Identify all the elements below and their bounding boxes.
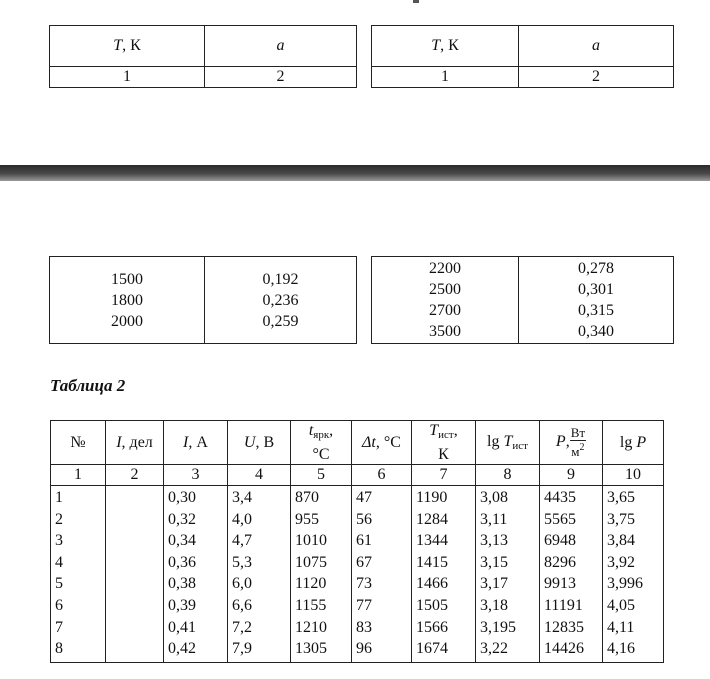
- header-temperature: T, К: [372, 26, 519, 67]
- column-number: 2: [106, 465, 164, 486]
- col-temperature-correction: [352, 486, 412, 663]
- col-true-temperature: [412, 486, 476, 663]
- table-cell-value: 12835: [544, 618, 584, 636]
- header-absorptance: a: [205, 26, 357, 67]
- table-cell-value: 4,7: [232, 532, 252, 550]
- absorptance-values: 0,192 0,236 0,259: [205, 257, 357, 344]
- table-cell-value: 7: [55, 618, 63, 636]
- column-number: 3: [164, 465, 228, 486]
- table-header-right: [371, 25, 674, 88]
- table-cell-value: 3,22: [480, 640, 508, 658]
- table-cell-value: 1155: [295, 596, 327, 614]
- table-cell-value: 1466: [416, 575, 448, 593]
- col-row-number: [51, 486, 106, 663]
- table-cell-value: 9913: [544, 575, 576, 593]
- table-cell-value: 83: [356, 618, 372, 636]
- column-number: 7: [412, 465, 476, 486]
- table-cell-value: 6948: [544, 532, 576, 550]
- header-number: №: [51, 421, 106, 465]
- table-cell-value: 1210: [295, 618, 327, 636]
- table-cell-value: 77: [356, 596, 372, 614]
- measurement-table: [50, 420, 664, 663]
- table-cell-value: 1415: [416, 553, 448, 571]
- table-cell-value: 6,6: [232, 596, 252, 614]
- table-cell-value: 67: [356, 553, 372, 571]
- table-cell-value: 3,17: [480, 575, 508, 593]
- table-cell-value: 3: [55, 532, 63, 550]
- table-values-right: [371, 256, 674, 344]
- table-cell-value: 2: [55, 510, 63, 528]
- table-cell-value: 0,42: [168, 640, 196, 658]
- column-number: 4: [228, 465, 291, 486]
- col-power: [540, 486, 603, 663]
- table-cell-value: 0,39: [168, 596, 196, 614]
- table-cell-value: 61: [356, 532, 372, 550]
- table-cell-value: 1674: [416, 640, 448, 658]
- header-current-divisions: I, дел: [106, 421, 164, 465]
- table-cell-value: 5: [55, 575, 63, 593]
- column-number: 2: [519, 67, 674, 88]
- column-number: 5: [291, 465, 352, 486]
- table-cell-value: 96: [356, 640, 372, 658]
- header-power: P, $\frac{Вт}{м^2}$: [540, 421, 603, 465]
- table-cell-value: 870: [295, 489, 319, 506]
- table-cell-value: 1566: [416, 618, 448, 636]
- col-brightness-temperature: [291, 486, 352, 663]
- table-cell-value: 0,30: [168, 489, 196, 506]
- table-cell-value: 1: [55, 489, 63, 506]
- absorptance-values: 0,278 0,301 0,315 0,340: [519, 257, 674, 344]
- table-header-left: [49, 25, 357, 88]
- col-log-temperature: [476, 486, 540, 663]
- table-cell-value: 3,195: [480, 618, 516, 636]
- column-number: 2: [205, 67, 357, 88]
- column-number: 8: [476, 465, 540, 486]
- column-number: 1: [50, 67, 205, 88]
- table-cell-value: 1190: [416, 489, 448, 506]
- table-cell-value: 4435: [544, 489, 576, 506]
- header-temperature: T, К: [50, 26, 205, 67]
- table-cell-value: 73: [356, 575, 372, 593]
- temperature-values: 2200 2500 2700 3500: [372, 257, 519, 344]
- table-cell-value: 955: [295, 510, 319, 528]
- header-brightness-temperature: $t_{ярк}$, °С: [291, 421, 352, 465]
- table-cell-value: 8296: [544, 553, 576, 571]
- table-cell-value: 8: [55, 640, 63, 658]
- table-cell-value: 3,13: [480, 532, 508, 550]
- table-cell-value: 3,92: [607, 553, 635, 571]
- table-cell-value: 14426: [544, 640, 584, 658]
- table-caption: Таблица 2: [50, 376, 126, 395]
- table-cell-value: 7,2: [232, 618, 252, 636]
- table-cell-value: 11191: [544, 596, 583, 614]
- col-current-divisions: [106, 486, 164, 663]
- table-cell-value: 0,32: [168, 510, 196, 528]
- table-cell-value: 3,75: [607, 510, 635, 528]
- header-current: I, А: [164, 421, 228, 465]
- table-cell-value: 3,08: [480, 489, 508, 506]
- table-header-row: [51, 421, 664, 465]
- table-cell-value: 3,11: [480, 510, 508, 528]
- col-current: [164, 486, 228, 663]
- column-number: 9: [540, 465, 603, 486]
- table-cell-value: 1284: [416, 510, 448, 528]
- table-cell-value: 3,65: [607, 489, 635, 506]
- page-fragment-mark: [413, 0, 419, 3]
- col-voltage: [228, 486, 291, 663]
- column-number: 6: [352, 465, 412, 486]
- table-cell-value: 1010: [295, 532, 327, 550]
- table-cell-value: 3,15: [480, 553, 508, 571]
- column-number: 10: [603, 465, 664, 486]
- header-true-temperature: $T_{ист}$, К: [412, 421, 476, 465]
- table-cell-value: 0,41: [168, 618, 196, 636]
- header-log-power: lg P: [603, 421, 664, 465]
- table-values-left: [49, 256, 357, 344]
- column-number: 1: [51, 465, 106, 486]
- header-absorptance: a: [519, 26, 674, 67]
- table-cell-value: 4: [55, 553, 63, 571]
- table-cell-value: 4,0: [232, 510, 252, 528]
- table-cell-value: 1120: [295, 575, 327, 593]
- table-cell-value: 7,9: [232, 640, 252, 658]
- table-cell-value: 3,996: [607, 575, 643, 593]
- table-cell-value: 4,05: [607, 596, 635, 614]
- table-cell-value: 3,4: [232, 489, 252, 506]
- column-number: 1: [372, 67, 519, 88]
- table-cell-value: 1344: [416, 532, 448, 550]
- table-cell-value: 6: [55, 596, 63, 614]
- table-cell-value: 0,36: [168, 553, 196, 571]
- col-log-power: [603, 486, 664, 663]
- table-cell-value: 1305: [295, 640, 327, 658]
- table-cell-value: 6,0: [232, 575, 252, 593]
- column-number-row: [51, 465, 664, 486]
- header-temperature-correction: Δt, °С: [352, 421, 412, 465]
- table-cell-value: 5,3: [232, 553, 252, 571]
- header-log-temperature: $\lg T_{ист}$: [476, 421, 540, 465]
- table-body-row: [51, 486, 664, 663]
- table-cell-value: 1075: [295, 553, 327, 571]
- table-cell-value: 1505: [416, 596, 448, 614]
- table-cell-value: 3,18: [480, 596, 508, 614]
- table-cell-value: 3,84: [607, 532, 635, 550]
- table-cell-value: 0,34: [168, 532, 196, 550]
- temperature-values: 1500 1800 2000: [50, 257, 205, 344]
- table-cell-value: 56: [356, 510, 372, 528]
- header-voltage: U, В: [228, 421, 291, 465]
- page-break-divider: [0, 165, 710, 181]
- table-cell-value: 4,11: [607, 618, 635, 636]
- table-cell-value: 5565: [544, 510, 576, 528]
- table-cell-value: 47: [356, 489, 372, 506]
- table-cell-value: 4,16: [607, 640, 635, 658]
- table-cell-value: 0,38: [168, 575, 196, 593]
